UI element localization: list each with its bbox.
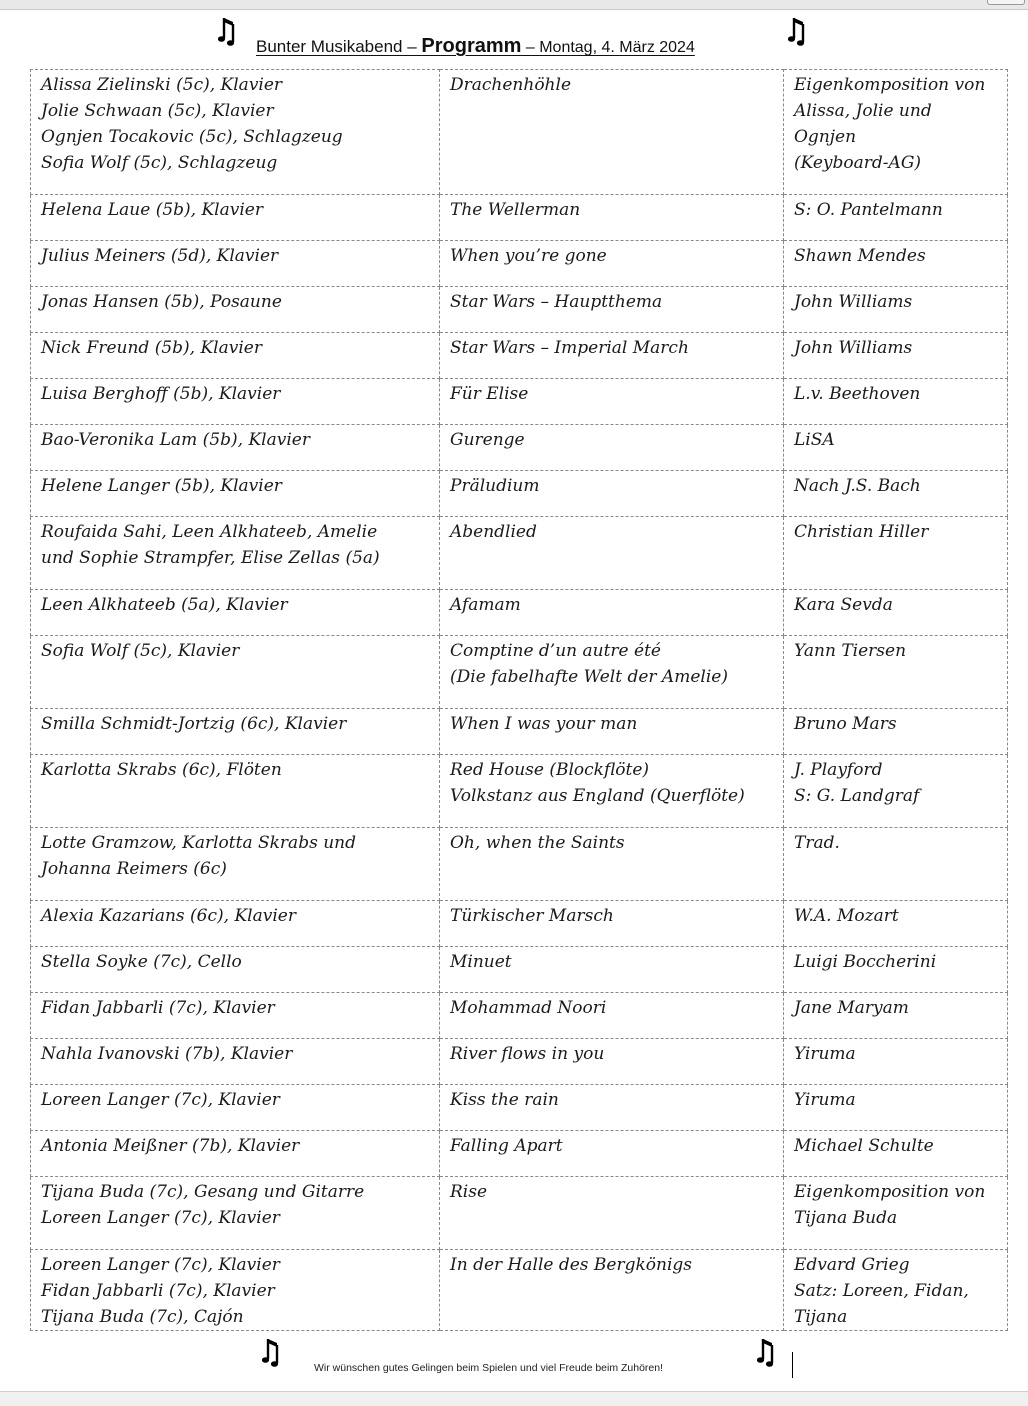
performer-cell <box>31 471 440 517</box>
performer-text: Nahla Ivanovski (7b), Klavier <box>41 1044 293 1064</box>
program-row <box>31 590 1008 636</box>
composer-text: Nach J.S. Bach <box>794 476 921 496</box>
composer-text: Yiruma <box>794 1090 856 1110</box>
piece-text: Drachenhöhle <box>450 75 572 95</box>
piece-cell <box>440 471 784 517</box>
composer-text: Tijana <box>794 1307 848 1327</box>
piece-cell <box>440 1177 784 1250</box>
composer-cell <box>784 287 1008 333</box>
composer-cell <box>784 755 1008 828</box>
performer-cell <box>31 1250 440 1331</box>
piece-cell <box>440 755 784 828</box>
program-row <box>31 1039 1008 1085</box>
composer-text: Edvard Grieg <box>794 1255 910 1275</box>
music-note-icon <box>757 1333 791 1373</box>
performer-text: Jolie Schwaan (5c), Klavier <box>41 101 274 121</box>
piece-text: Oh, when the Saints <box>450 833 625 853</box>
piece-cell <box>440 993 784 1039</box>
title-date: – Montag, 4. März 2024 <box>521 39 695 56</box>
composer-cell <box>784 1085 1008 1131</box>
composer-cell <box>784 1177 1008 1250</box>
composer-text: Trad. <box>794 833 840 853</box>
performer-text: Alexia Kazarians (6c), Klavier <box>41 906 296 926</box>
composer-text: Eigenkomposition von <box>794 1182 986 1202</box>
performer-text: Stella Soyke (7c), Cello <box>41 952 242 972</box>
performer-text: Loreen Langer (7c), Klavier <box>41 1090 280 1110</box>
composer-text: Christian Hiller <box>794 522 929 542</box>
program-row <box>31 755 1008 828</box>
performer-cell <box>31 709 440 755</box>
piece-text: Minuet <box>450 952 512 972</box>
composer-text: Luigi Boccherini <box>794 952 937 972</box>
performer-cell <box>31 828 440 901</box>
composer-cell <box>784 636 1008 709</box>
program-row <box>31 379 1008 425</box>
piece-cell <box>440 947 784 993</box>
performer-cell <box>31 636 440 709</box>
composer-text: Kara Sevda <box>794 595 893 615</box>
piece-text: Volkstanz aus England (Querflöte) <box>450 786 745 806</box>
composer-cell <box>784 425 1008 471</box>
piece-cell <box>440 828 784 901</box>
composer-text: Tijana Buda <box>794 1208 898 1228</box>
performer-text: Roufaida Sahi, Leen Alkhateeb, Amelie <box>41 522 378 542</box>
music-note-icon <box>218 12 252 52</box>
piece-cell <box>440 1039 784 1085</box>
composer-text: Yiruma <box>794 1044 856 1064</box>
performer-cell <box>31 241 440 287</box>
piece-text: Mohammad Noori <box>450 998 607 1018</box>
piece-cell <box>440 195 784 241</box>
performer-cell <box>31 70 440 195</box>
piece-text: Rise <box>450 1182 488 1202</box>
piece-text: (Die fabelhafte Welt der Amelie) <box>450 667 728 687</box>
performer-cell <box>31 379 440 425</box>
performer-cell <box>31 947 440 993</box>
composer-cell <box>784 947 1008 993</box>
composer-text: J. Playford <box>794 760 883 780</box>
program-row <box>31 1177 1008 1250</box>
program-row <box>31 993 1008 1039</box>
page-title <box>256 35 695 58</box>
window-bottom-bar <box>0 1391 1028 1406</box>
composer-cell <box>784 828 1008 901</box>
performer-text: Lotte Gramzow, Karlotta Skrabs und <box>41 833 356 853</box>
composer-cell <box>784 993 1008 1039</box>
piece-cell <box>440 590 784 636</box>
piece-text: Afamam <box>450 595 521 615</box>
ruler-handle[interactable] <box>987 0 1025 5</box>
performer-cell <box>31 195 440 241</box>
program-table-body <box>31 70 1008 1331</box>
performer-text: Nick Freund (5b), Klavier <box>41 338 262 358</box>
piece-cell <box>440 1250 784 1331</box>
composer-text: Yann Tiersen <box>794 641 907 661</box>
piece-cell <box>440 287 784 333</box>
performer-text: Bao-Veronika Lam (5b), Klavier <box>41 430 310 450</box>
performer-text: Tijana Buda (7c), Gesang und Gitarre <box>41 1182 365 1202</box>
piece-text: When you’re gone <box>450 246 607 266</box>
performer-cell <box>31 287 440 333</box>
piece-text: Präludium <box>450 476 540 496</box>
program-row <box>31 70 1008 195</box>
composer-text: LiSA <box>794 430 835 450</box>
program-row <box>31 333 1008 379</box>
performer-text: Helena Laue (5b), Klavier <box>41 200 263 220</box>
performer-cell <box>31 590 440 636</box>
performer-cell <box>31 517 440 590</box>
composer-cell <box>784 195 1008 241</box>
program-row <box>31 709 1008 755</box>
program-row <box>31 425 1008 471</box>
performer-text: Leen Alkhateeb (5a), Klavier <box>41 595 288 615</box>
composer-text: Satz: Loreen, Fidan, <box>794 1281 969 1301</box>
composer-cell <box>784 1039 1008 1085</box>
performer-cell <box>31 333 440 379</box>
performer-text: Sofia Wolf (5c), Klavier <box>41 641 240 661</box>
title-event: Bunter Musikabend – <box>256 37 422 56</box>
piece-cell <box>440 333 784 379</box>
program-row <box>31 241 1008 287</box>
piece-text: When I was your man <box>450 714 638 734</box>
piece-text: Star Wars – Hauptthema <box>450 292 663 312</box>
composer-cell <box>784 241 1008 287</box>
program-row <box>31 1131 1008 1177</box>
music-note-icon <box>262 1333 296 1373</box>
composer-text: S: O. Pantelmann <box>794 200 943 220</box>
composer-cell <box>784 471 1008 517</box>
composer-cell <box>784 1131 1008 1177</box>
piece-cell <box>440 70 784 195</box>
performer-text: Loreen Langer (7c), Klavier <box>41 1255 280 1275</box>
piece-text: Red House (Blockflöte) <box>450 760 650 780</box>
program-row <box>31 1250 1008 1331</box>
piece-text: The Wellerman <box>450 200 581 220</box>
performer-cell <box>31 1131 440 1177</box>
piece-cell <box>440 1085 784 1131</box>
composer-cell <box>784 1250 1008 1331</box>
title-program: Programm <box>421 35 522 57</box>
piece-cell <box>440 379 784 425</box>
composer-text: Shawn Mendes <box>794 246 926 266</box>
composer-cell <box>784 333 1008 379</box>
program-row <box>31 947 1008 993</box>
piece-cell <box>440 636 784 709</box>
composer-cell <box>784 70 1008 195</box>
composer-text: John Williams <box>794 338 913 358</box>
performer-text: Ognjen Tocakovic (5c), Schlagzeug <box>41 127 343 147</box>
piece-text: In der Halle des Bergkönigs <box>450 1255 693 1275</box>
piece-text: Kiss the rain <box>450 1090 559 1110</box>
composer-cell <box>784 379 1008 425</box>
performer-text: Loreen Langer (7c), Klavier <box>41 1208 280 1228</box>
performer-cell <box>31 901 440 947</box>
piece-text: River flows in you <box>450 1044 605 1064</box>
performer-cell <box>31 425 440 471</box>
composer-text: W.A. Mozart <box>794 906 899 926</box>
piece-text: Abendlied <box>450 522 537 542</box>
performer-text: und Sophie Strampfer, Elise Zellas (5a) <box>41 548 380 568</box>
performer-cell <box>31 1039 440 1085</box>
piece-text: Für Elise <box>450 384 529 404</box>
text-cursor <box>792 1352 793 1378</box>
footer-message: Wir wünschen gutes Gelingen beim Spielen und viel Freude beim Zuhören! <box>314 1362 664 1374</box>
performer-cell <box>31 755 440 828</box>
program-table <box>30 69 1008 1331</box>
page-header <box>0 12 1028 68</box>
composer-cell <box>784 709 1008 755</box>
piece-cell <box>440 517 784 590</box>
composer-text: Ognjen <box>794 127 857 147</box>
program-row <box>31 195 1008 241</box>
composer-text: Jane Maryam <box>794 998 909 1018</box>
program-row <box>31 287 1008 333</box>
performer-cell <box>31 1177 440 1250</box>
composer-text: Michael Schulte <box>794 1136 934 1156</box>
composer-cell <box>784 517 1008 590</box>
composer-text: (Keyboard-AG) <box>794 153 922 173</box>
composer-text: S: G. Landgraf <box>794 786 920 806</box>
performer-text: Jonas Hansen (5b), Posaune <box>41 292 282 312</box>
piece-cell <box>440 901 784 947</box>
window-top-bar <box>0 0 1028 10</box>
performer-cell <box>31 993 440 1039</box>
composer-cell <box>784 590 1008 636</box>
performer-text: Tijana Buda (7c), Cajón <box>41 1307 244 1327</box>
composer-cell <box>784 901 1008 947</box>
piece-text: Türkischer Marsch <box>450 906 614 926</box>
program-row <box>31 517 1008 590</box>
piece-cell <box>440 241 784 287</box>
performer-text: Julius Meiners (5d), Klavier <box>41 246 279 266</box>
performer-text: Fidan Jabbarli (7c), Klavier <box>41 1281 275 1301</box>
composer-text: John Williams <box>794 292 913 312</box>
performer-text: Karlotta Skrabs (6c), Flöten <box>41 760 282 780</box>
program-row <box>31 1085 1008 1131</box>
composer-text: Alissa, Jolie und <box>794 101 932 121</box>
performer-text: Fidan Jabbarli (7c), Klavier <box>41 998 275 1018</box>
piece-text: Star Wars – Imperial March <box>450 338 689 358</box>
performer-text: Antonia Meißner (7b), Klavier <box>41 1136 300 1156</box>
program-row <box>31 636 1008 709</box>
performer-text: Smilla Schmidt-Jortzig (6c), Klavier <box>41 714 347 734</box>
piece-text: Falling Apart <box>450 1136 563 1156</box>
music-note-icon <box>788 12 822 52</box>
performer-text: Johanna Reimers (6c) <box>41 859 227 879</box>
performer-cell <box>31 1085 440 1131</box>
performer-text: Alissa Zielinski (5c), Klavier <box>41 75 283 95</box>
performer-text: Helene Langer (5b), Klavier <box>41 476 282 496</box>
composer-text: Eigenkomposition von <box>794 75 986 95</box>
program-row <box>31 901 1008 947</box>
piece-cell <box>440 709 784 755</box>
program-row <box>31 828 1008 901</box>
performer-text: Luisa Berghoff (5b), Klavier <box>41 384 281 404</box>
piece-cell <box>440 1131 784 1177</box>
program-row <box>31 471 1008 517</box>
piece-cell <box>440 425 784 471</box>
composer-text: L.v. Beethoven <box>794 384 921 404</box>
composer-text: Bruno Mars <box>794 714 897 734</box>
performer-text: Sofia Wolf (5c), Schlagzeug <box>41 153 278 173</box>
piece-text: Gurenge <box>450 430 525 450</box>
piece-text: Comptine d’un autre été <box>450 641 661 661</box>
